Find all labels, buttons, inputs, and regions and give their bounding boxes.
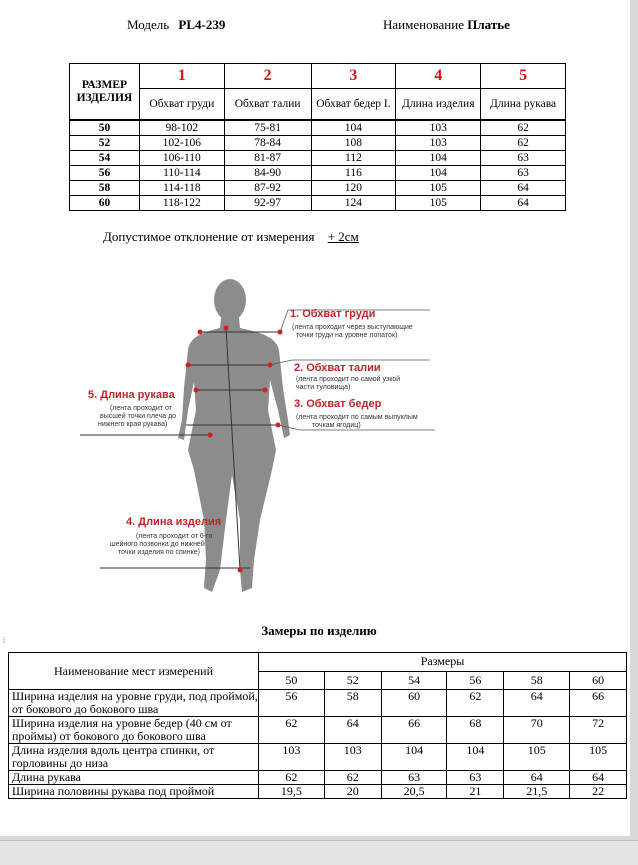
cell-waist: 75-81 bbox=[224, 120, 311, 136]
measurement-value: 21 bbox=[447, 785, 504, 799]
measurement-label: Длина рукава bbox=[9, 771, 259, 785]
cell-size: 52 bbox=[70, 136, 140, 151]
size-row bbox=[70, 151, 566, 166]
cell-length: 105 bbox=[396, 196, 481, 211]
model-label: Модель bbox=[127, 17, 170, 32]
cell-hips: 108 bbox=[311, 136, 396, 151]
cell-waist: 92-97 bbox=[224, 196, 311, 211]
cell-length: 103 bbox=[396, 136, 481, 151]
size-col-header: 54 bbox=[381, 671, 447, 690]
tolerance-value: + 2см bbox=[327, 229, 359, 244]
measurement-value: 70 bbox=[504, 717, 570, 744]
size-col-header: 60 bbox=[570, 671, 627, 690]
cell-chest: 118-122 bbox=[139, 196, 224, 211]
measurement-row bbox=[9, 717, 627, 744]
size-row bbox=[70, 136, 566, 151]
cell-hips: 120 bbox=[311, 181, 396, 196]
cell-hips: 112 bbox=[311, 151, 396, 166]
measurement-value: 63 bbox=[447, 771, 504, 785]
annotation-chest-title: 1. Обхват груди bbox=[290, 308, 376, 320]
cell-length: 104 bbox=[396, 151, 481, 166]
measurement-value: 64 bbox=[570, 771, 627, 785]
model-header bbox=[127, 17, 225, 33]
tolerance-text: Допустимое отклонение от измерения bbox=[103, 229, 315, 244]
measurement-value: 64 bbox=[324, 717, 381, 744]
col-label-sleeve: Длина рукава bbox=[481, 89, 566, 121]
measurement-value: 103 bbox=[259, 744, 325, 771]
annotation-length-desc3: точки изделия по спинке) bbox=[118, 549, 200, 556]
cell-length: 104 bbox=[396, 166, 481, 181]
measurement-value: 105 bbox=[504, 744, 570, 771]
measurement-value: 62 bbox=[259, 771, 325, 785]
measurement-value: 66 bbox=[381, 717, 447, 744]
col-label-waist: Обхват талии bbox=[224, 89, 311, 121]
measurement-value: 62 bbox=[447, 690, 504, 717]
measurement-label: Ширина изделия на уровне бедер (40 см от проймы) от бокового до бокового шва bbox=[9, 717, 259, 744]
cell-chest: 106-110 bbox=[139, 151, 224, 166]
cell-waist: 81-87 bbox=[224, 151, 311, 166]
annotation-waist-desc1: (лента проходит по самой узкой bbox=[296, 376, 401, 383]
measurement-row bbox=[9, 690, 627, 717]
measurement-value: 22 bbox=[570, 785, 627, 799]
cell-length: 103 bbox=[396, 120, 481, 136]
size-col-header: 58 bbox=[504, 671, 570, 690]
measurement-label: Длина изделия вдоль центра спинки, от горловины до низа bbox=[9, 744, 259, 771]
paragraph-anchor: ⁞ bbox=[3, 636, 6, 645]
measurement-row bbox=[9, 771, 627, 785]
measurement-value: 58 bbox=[324, 690, 381, 717]
cell-chest: 102-106 bbox=[139, 136, 224, 151]
measurement-value: 20,5 bbox=[381, 785, 447, 799]
size-rows bbox=[70, 120, 566, 211]
measurement-value: 20 bbox=[324, 785, 381, 799]
cell-waist: 78-84 bbox=[224, 136, 311, 151]
annotation-sleeve-desc2: высшей точки плеча до bbox=[100, 413, 177, 420]
cell-waist: 87-92 bbox=[224, 181, 311, 196]
annotation-length-desc1: (лента проходит от 6-го bbox=[136, 533, 213, 540]
page-edge bbox=[0, 840, 638, 865]
cell-size: 58 bbox=[70, 181, 140, 196]
measurement-value: 104 bbox=[447, 744, 504, 771]
annotation-hips-desc2: точкам ягодиц) bbox=[312, 422, 361, 429]
measurements-table bbox=[8, 652, 627, 799]
measurement-value: 60 bbox=[381, 690, 447, 717]
measurement-value: 56 bbox=[259, 690, 325, 717]
cell-waist: 84-90 bbox=[224, 166, 311, 181]
measurements-title: Замеры по изделию bbox=[261, 623, 377, 638]
cell-hips: 104 bbox=[311, 120, 396, 136]
annotation-waist-desc2: части туловища) bbox=[296, 384, 351, 391]
measurement-value: 103 bbox=[324, 744, 381, 771]
cell-chest: 98-102 bbox=[139, 120, 224, 136]
col-num-3: 3 bbox=[311, 64, 396, 89]
measurement-value: 19,5 bbox=[259, 785, 325, 799]
sizes-header: Размеры bbox=[259, 653, 627, 672]
measurement-value: 64 bbox=[504, 690, 570, 717]
cell-sleeve: 62 bbox=[481, 136, 566, 151]
measurement-value: 72 bbox=[570, 717, 627, 744]
cell-chest: 110-114 bbox=[139, 166, 224, 181]
cell-sleeve: 64 bbox=[481, 196, 566, 211]
cell-sleeve: 63 bbox=[481, 151, 566, 166]
cell-length: 105 bbox=[396, 181, 481, 196]
cell-size: 56 bbox=[70, 166, 140, 181]
name-header bbox=[383, 17, 510, 33]
measurement-row bbox=[9, 785, 627, 799]
col-num-4: 4 bbox=[396, 64, 481, 89]
cell-sleeve: 62 bbox=[481, 120, 566, 136]
size-row bbox=[70, 181, 566, 196]
size-row bbox=[70, 196, 566, 211]
measurement-label: Ширина изделия на уровне груди, под проймой, от бокового до бокового шва bbox=[9, 690, 259, 717]
col-label-length: Длина изделия bbox=[396, 89, 481, 121]
measurement-value: 105 bbox=[570, 744, 627, 771]
size-table bbox=[69, 63, 566, 211]
size-caption: РАЗМЕР ИЗДЕЛИЯ bbox=[70, 64, 140, 121]
col-num-5: 5 bbox=[481, 64, 566, 89]
size-col-header: 56 bbox=[447, 671, 504, 690]
annotation-chest-desc1: (лента проходит через выступающие bbox=[292, 324, 413, 331]
annotation-chest-desc2: точки груди на уровне лопаток) bbox=[296, 332, 398, 339]
measurement-value: 62 bbox=[324, 771, 381, 785]
name-value: Платье bbox=[467, 17, 510, 32]
measurement-value: 62 bbox=[259, 717, 325, 744]
col-label-hips: Обхват бедер I. bbox=[311, 89, 396, 121]
col-label-chest: Обхват груди bbox=[139, 89, 224, 121]
body-measurement-figure bbox=[80, 270, 440, 610]
annotation-sleeve-desc1: (лента проходит от bbox=[110, 405, 172, 412]
col-num-2: 2 bbox=[224, 64, 311, 89]
cell-sleeve: 64 bbox=[481, 181, 566, 196]
place-header: Наименование мест измерений bbox=[9, 653, 259, 690]
silhouette-illustration bbox=[80, 270, 440, 610]
cell-size: 60 bbox=[70, 196, 140, 211]
cell-size: 54 bbox=[70, 151, 140, 166]
measurement-value: 66 bbox=[570, 690, 627, 717]
measurement-label: Ширина половины рукава под проймой bbox=[9, 785, 259, 799]
model-value: PL4-239 bbox=[178, 17, 226, 32]
annotation-hips-title: 3. Обхват бедер bbox=[294, 398, 382, 410]
measurement-row bbox=[9, 744, 627, 771]
measurement-value: 104 bbox=[381, 744, 447, 771]
cell-chest: 114-118 bbox=[139, 181, 224, 196]
annotation-sleeve-desc3: нижнего края рукава) bbox=[98, 421, 168, 428]
size-row bbox=[70, 166, 566, 181]
name-label: Наименование bbox=[383, 17, 464, 32]
cell-hips: 124 bbox=[311, 196, 396, 211]
size-col-header: 52 bbox=[324, 671, 381, 690]
measurement-value: 64 bbox=[504, 771, 570, 785]
measurement-rows bbox=[9, 690, 627, 799]
measurement-value: 63 bbox=[381, 771, 447, 785]
measurement-value: 21,5 bbox=[504, 785, 570, 799]
annotation-hips-desc1: (лента проходит по самым выпуклым bbox=[296, 414, 418, 421]
tolerance-note bbox=[103, 229, 359, 245]
annotation-sleeve-title: 5. Длина рукава bbox=[88, 389, 175, 401]
cell-size: 50 bbox=[70, 120, 140, 136]
col-num-1: 1 bbox=[139, 64, 224, 89]
annotation-waist-title: 2. Обхват талии bbox=[294, 362, 381, 374]
cell-hips: 116 bbox=[311, 166, 396, 181]
annotation-length-desc2: шейного позвонка до нижней bbox=[110, 541, 205, 548]
size-col-header: 50 bbox=[259, 671, 325, 690]
annotation-length-title: 4. Длина изделия bbox=[126, 516, 222, 528]
measurement-value: 68 bbox=[447, 717, 504, 744]
cell-sleeve: 63 bbox=[481, 166, 566, 181]
size-row bbox=[70, 120, 566, 136]
